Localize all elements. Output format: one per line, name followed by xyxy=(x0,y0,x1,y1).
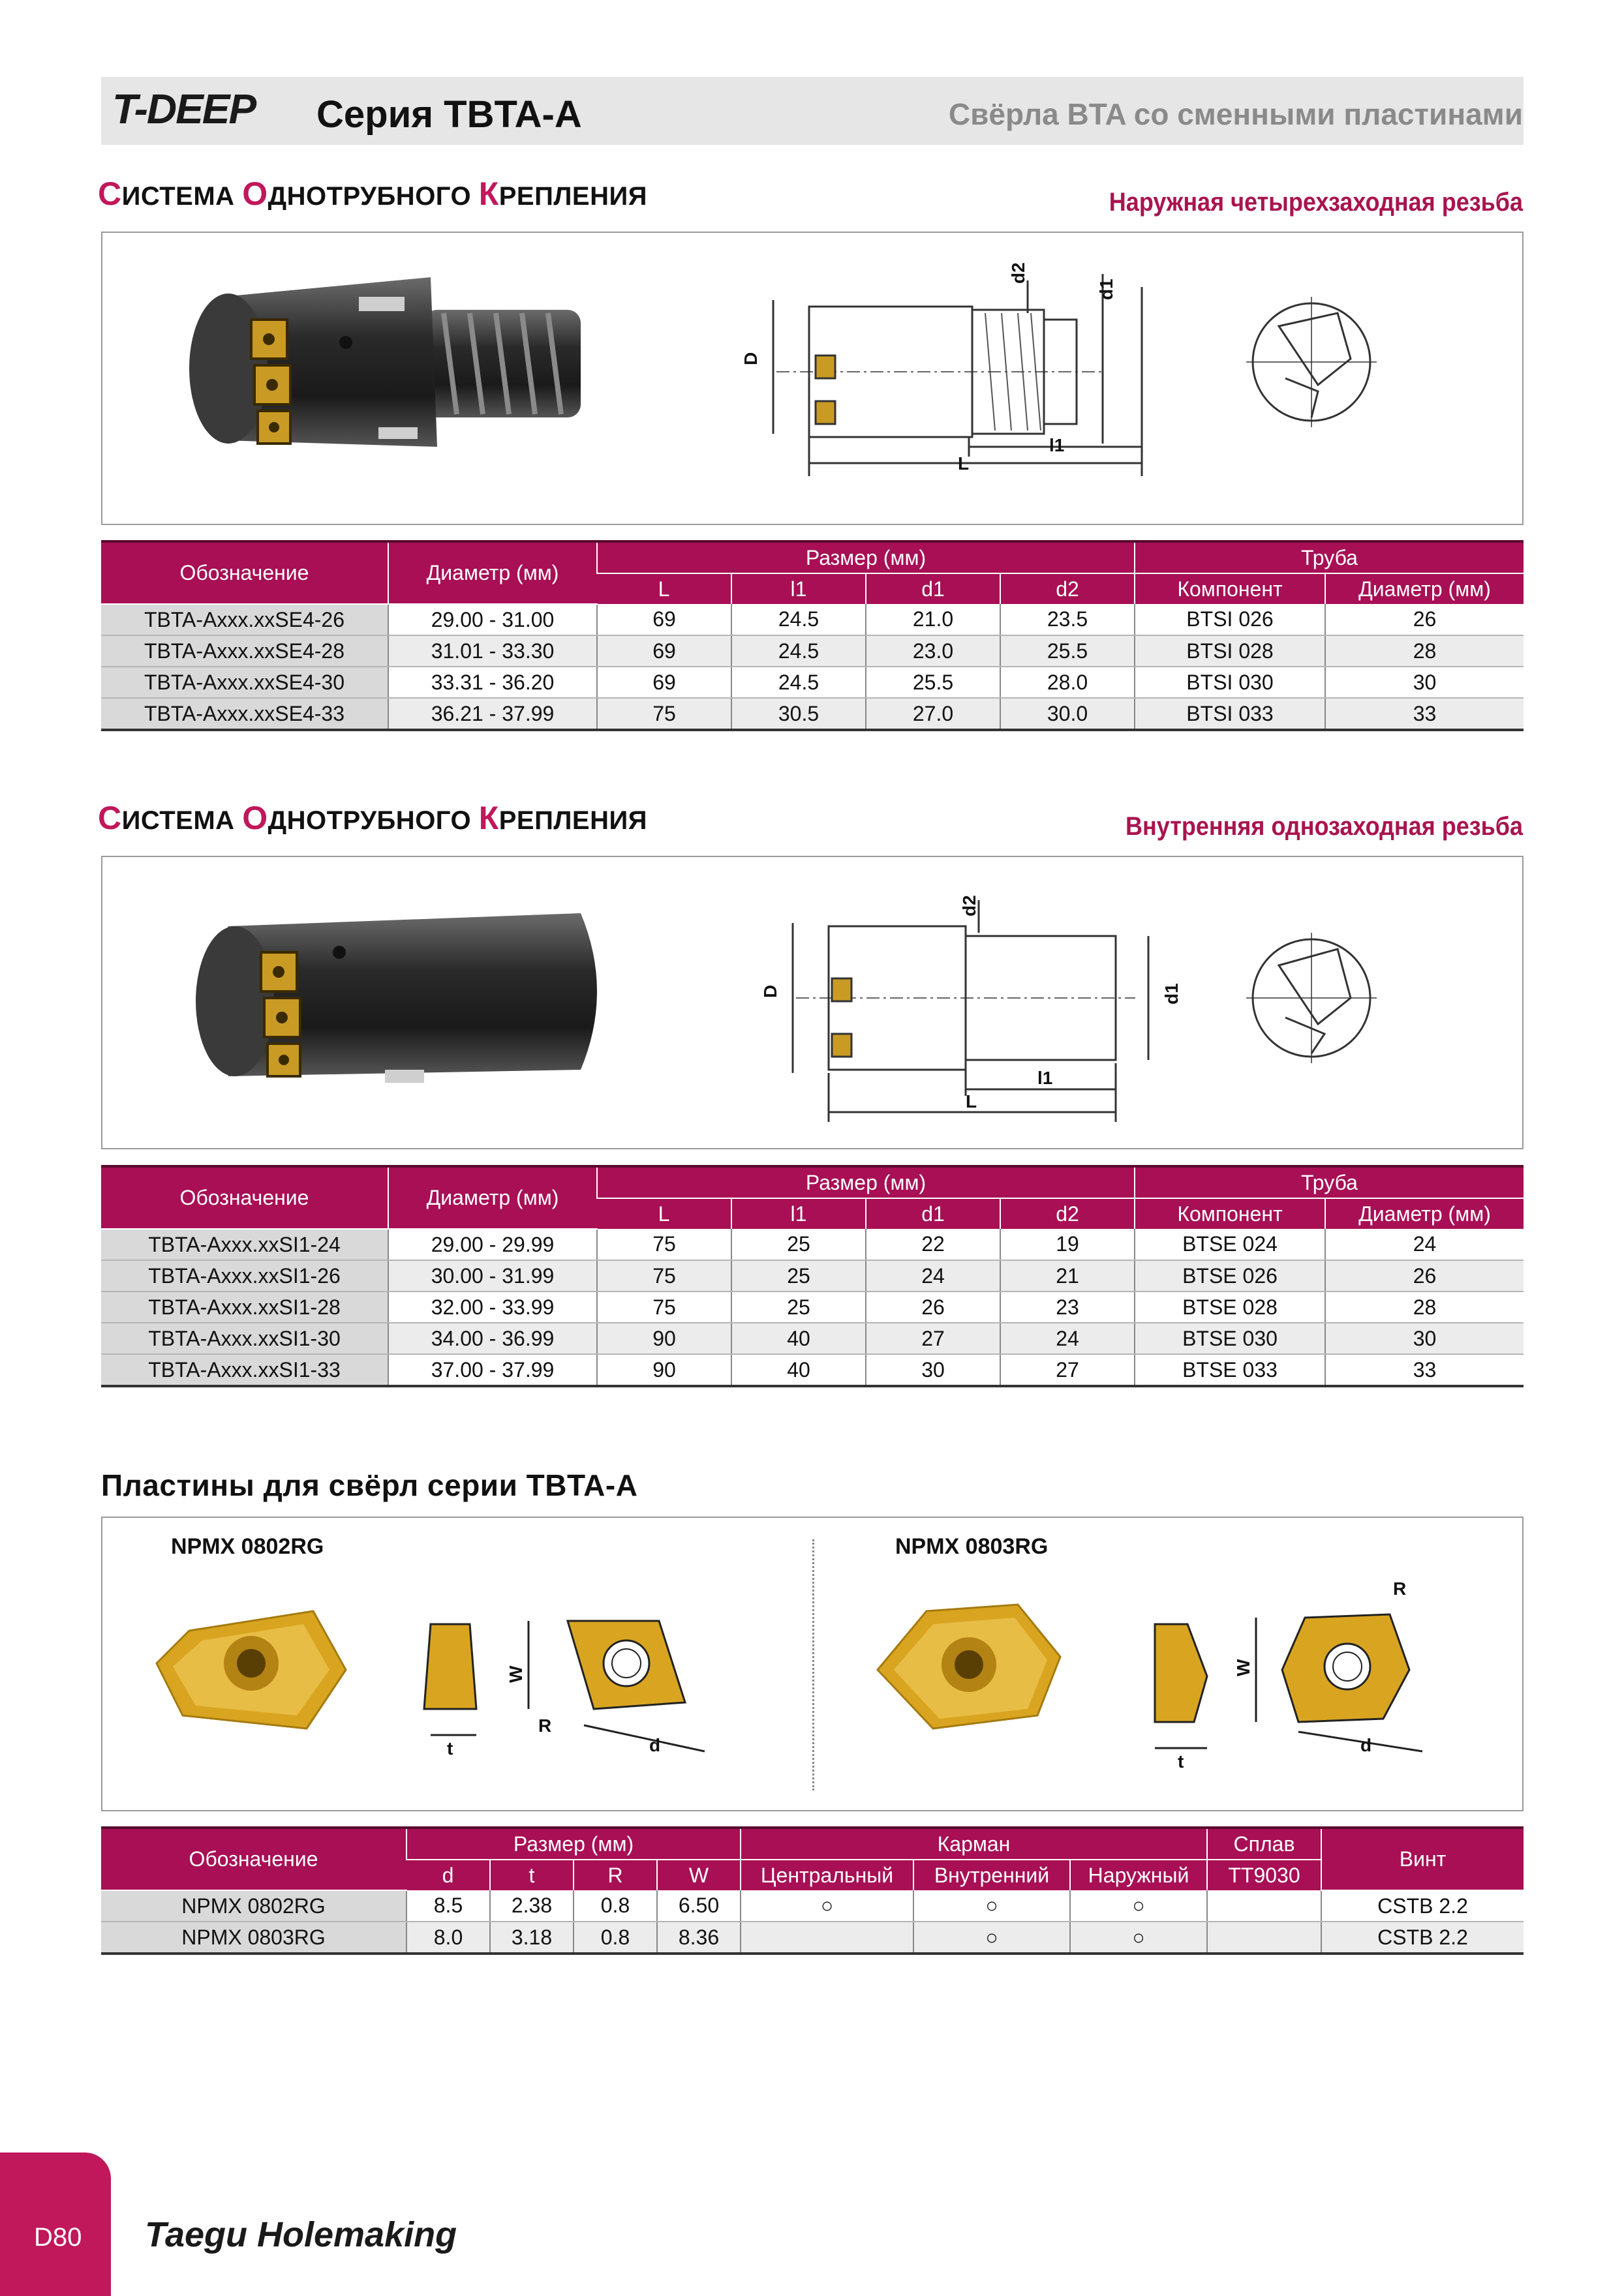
col-W: W xyxy=(657,1860,741,1890)
section1-thread-note: Наружная четырехзаходная резьба xyxy=(1109,188,1523,217)
insert2-photo xyxy=(868,1592,1077,1748)
col-central: Центральный xyxy=(741,1860,913,1890)
dim-d: d xyxy=(649,1735,661,1755)
group-tube: Труба xyxy=(1135,1166,1524,1198)
dim-d2: d2 xyxy=(959,895,979,916)
col-diameter: Диаметр (мм) xyxy=(388,541,597,604)
col-l1: l1 xyxy=(731,573,866,604)
col-d: d xyxy=(406,1860,490,1890)
col-L: L xyxy=(597,573,731,604)
group-size: Размер (мм) xyxy=(597,1166,1135,1198)
col-tube-diameter: Диаметр (мм) xyxy=(1325,1198,1524,1229)
table-row: TBTA-Axxx.xxSI1-30 34.00 - 36.99 90 40 27 24 BTSE 030 30 xyxy=(101,1323,1524,1354)
drill-drawing-internal xyxy=(757,887,1182,1128)
col-designation: Обозначение xyxy=(101,1828,406,1890)
col-inner: Внутренний xyxy=(913,1860,1070,1890)
group-size: Размер (мм) xyxy=(406,1828,741,1860)
dim-W: W xyxy=(506,1665,526,1683)
table-row: NPMX 0802RG 8.5 2.38 0.8 6.50 ○ ○ ○ CSTB 2.2 xyxy=(101,1890,1524,1922)
section3-spec-table xyxy=(101,1826,1524,1955)
section2-thread-note: Внутренняя однозаходная резьба xyxy=(1126,812,1523,841)
table-row: TBTA-Axxx.xxSI1-28 32.00 - 33.99 75 25 26 23 BTSE 028 28 xyxy=(101,1292,1524,1323)
col-R: R xyxy=(574,1860,657,1890)
col-component: Компонент xyxy=(1135,1198,1325,1229)
drill-end-view-external xyxy=(1240,287,1396,444)
table-row: TBTA-Axxx.xxSE4-30 33.31 - 36.20 69 24.5 25.5 28.0 BTSI 030 30 xyxy=(101,667,1524,698)
dim-d2: d2 xyxy=(1008,262,1028,284)
section1-title: СИСТЕМА ОДНОТРУБНОГО КРЕПЛЕНИЯ xyxy=(98,175,647,212)
col-L: L xyxy=(597,1198,731,1229)
insert1-photo xyxy=(150,1592,359,1748)
dim-d1: d1 xyxy=(1096,279,1116,300)
dim-R: R xyxy=(538,1715,552,1736)
drill-drawing-external xyxy=(737,261,1155,489)
dim-l1: l1 xyxy=(1037,1068,1053,1088)
page-number: D80 xyxy=(34,2223,82,2252)
dim-L: L xyxy=(958,453,970,474)
insert2-label: NPMX 0803RG xyxy=(895,1534,1049,1559)
dim-l1: l1 xyxy=(1049,435,1065,455)
series-title: Серия TBTA-A xyxy=(316,93,582,136)
section1-spec-table xyxy=(101,540,1524,731)
col-d2: d2 xyxy=(1000,573,1135,604)
table-row: NPMX 0803RG 8.0 3.18 0.8 8.36 ○ ○ CSTB 2.2 xyxy=(101,1922,1524,1954)
col-screw: Винт xyxy=(1321,1828,1524,1890)
dim-d1: d1 xyxy=(1161,983,1182,1004)
dim-L: L xyxy=(966,1091,977,1111)
table-row: TBTA-Axxx.xxSE4-26 29.00 - 31.00 69 24.5 21.0 23.5 BTSI 026 26 xyxy=(101,604,1524,635)
drill-photo-internal xyxy=(170,874,626,1122)
table-row: TBTA-Axxx.xxSE4-33 36.21 - 37.99 75 30.5 27.0 30.0 BTSI 033 33 xyxy=(101,698,1524,730)
col-d1: d1 xyxy=(866,573,1000,604)
table-row: TBTA-Axxx.xxSE4-28 31.01 - 33.30 69 24.5 23.0 25.5 BTSI 028 28 xyxy=(101,635,1524,667)
group-size: Размер (мм) xyxy=(597,541,1135,573)
section3-title: Пластины для свёрл серии TBTA-A xyxy=(101,1468,638,1502)
col-designation: Обозначение xyxy=(101,1166,388,1229)
dim-W: W xyxy=(1233,1659,1253,1676)
dim-D: D xyxy=(741,352,761,365)
drill-end-view-internal xyxy=(1240,920,1396,1076)
insert1-label: NPMX 0802RG xyxy=(171,1534,324,1559)
col-grade: TT9030 xyxy=(1207,1860,1321,1890)
col-component: Компонент xyxy=(1135,573,1325,604)
group-alloy: Сплав xyxy=(1207,1828,1321,1860)
col-tube-diameter: Диаметр (мм) xyxy=(1325,573,1524,604)
table-row: TBTA-Axxx.xxSI1-26 30.00 - 31.99 75 25 24 21 BTSE 026 26 xyxy=(101,1260,1524,1292)
dim-R: R xyxy=(1393,1578,1407,1599)
section2-title: СИСТЕМА ОДНОТРУБНОГО КРЕПЛЕНИЯ xyxy=(98,800,647,836)
col-diameter: Диаметр (мм) xyxy=(388,1166,597,1229)
dim-t: t xyxy=(447,1738,453,1759)
insert2-drawing xyxy=(1142,1578,1455,1772)
table-row: TBTA-Axxx.xxSI1-33 37.00 - 37.99 90 40 30 27 BTSE 033 33 xyxy=(101,1354,1524,1386)
dim-t: t xyxy=(1178,1751,1184,1772)
footer-brand-logo: Taegu Holemaking xyxy=(145,2215,457,2254)
col-d2: d2 xyxy=(1000,1198,1135,1229)
group-tube: Труба xyxy=(1135,541,1524,573)
table-row: TBTA-Axxx.xxSI1-24 29.00 - 29.99 75 25 22 19 BTSE 024 24 xyxy=(101,1229,1524,1260)
header-subtitle: Свёрла BTA со сменными пластинами xyxy=(948,97,1523,131)
col-outer: Наружный xyxy=(1070,1860,1207,1890)
col-l1: l1 xyxy=(731,1198,866,1229)
insert1-drawing xyxy=(418,1611,731,1768)
col-designation: Обозначение xyxy=(101,541,388,604)
col-t: t xyxy=(490,1860,574,1890)
drill-photo-external xyxy=(163,251,620,486)
dim-d: d xyxy=(1360,1735,1372,1755)
dim-D: D xyxy=(760,984,780,998)
col-d1: d1 xyxy=(866,1198,1000,1229)
group-pocket: Карман xyxy=(741,1828,1207,1860)
brand-logo: T-DEEP xyxy=(112,85,256,132)
insert-divider xyxy=(812,1539,814,1790)
section2-spec-table xyxy=(101,1165,1524,1387)
